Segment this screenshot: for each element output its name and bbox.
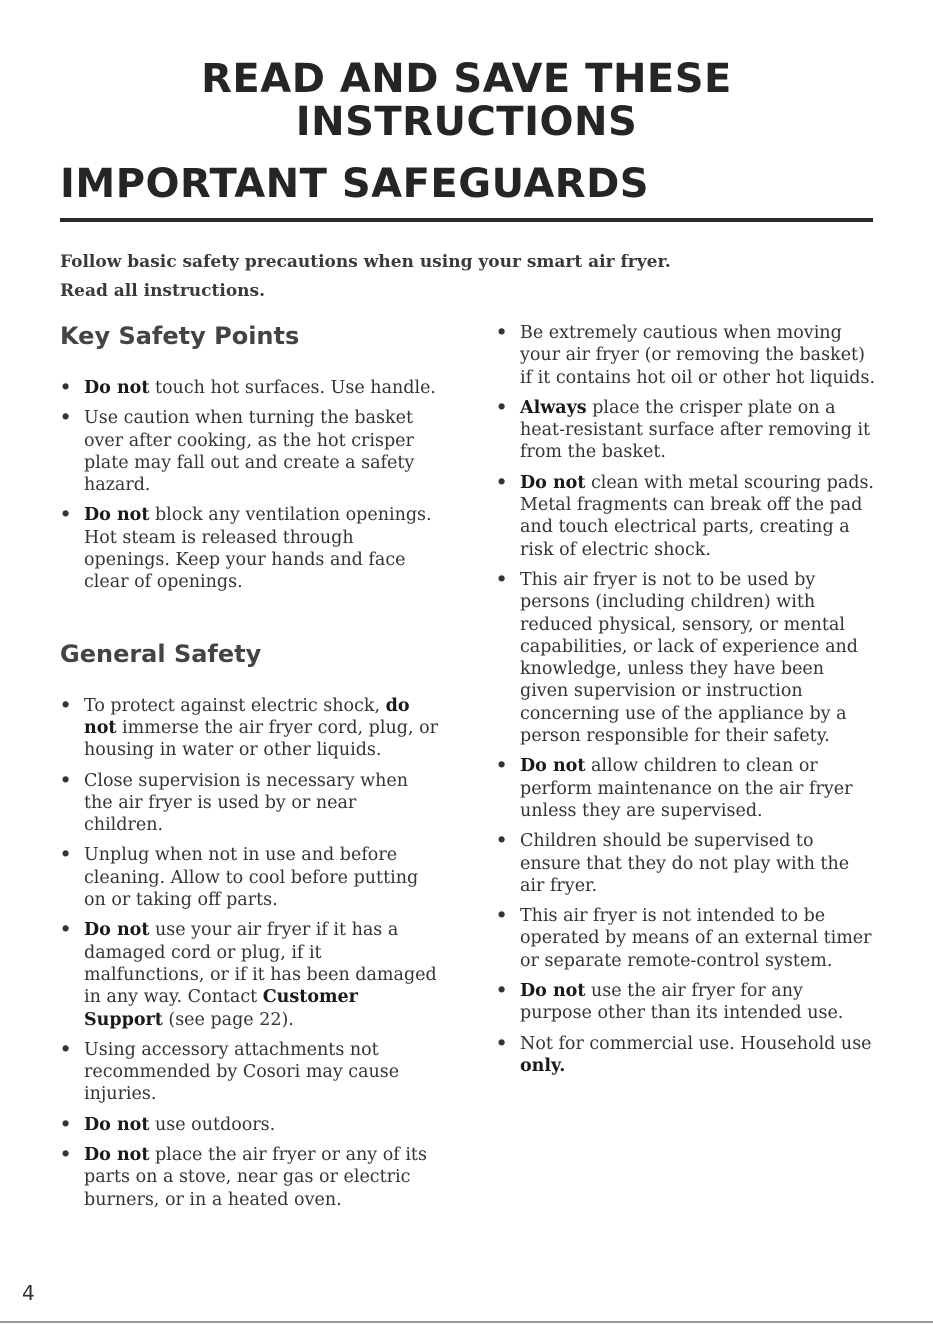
item-bold: Do not: [84, 1114, 150, 1135]
bullet-icon: •: [496, 1033, 508, 1054]
list-item: [60, 1039, 440, 1106]
left-column: [60, 322, 440, 1219]
item-bold: Do not: [84, 1145, 150, 1166]
section-heading-general-safety: General Safety: [60, 639, 262, 668]
intro-line-2: Read all instructions.: [60, 281, 266, 301]
bullet-icon: •: [496, 472, 508, 493]
bullet-icon: •: [496, 397, 508, 418]
intro-line-1: Follow basic safety precautions when using your smart air fryer.: [60, 252, 671, 272]
item-text: use outdoors.: [149, 1114, 276, 1135]
item-text: Children should be supervised to ensure that they do not play with the air fryer.: [520, 831, 850, 896]
list-item: [60, 844, 440, 911]
list-item: [60, 1144, 440, 1211]
item-text: block any ventilation openings. Hot steam is released through openings. Keep your hands and face clear of openings.: [84, 505, 432, 593]
page-number: 4: [22, 1281, 35, 1305]
general-safety-list: [60, 695, 440, 1211]
right-column: [496, 322, 876, 1085]
bullet-icon: •: [496, 981, 508, 1002]
bullet-icon: •: [496, 569, 508, 590]
list-item: [496, 569, 876, 747]
bullet-icon: •: [60, 1039, 72, 1060]
bullet-icon: •: [496, 906, 508, 927]
list-item: [60, 377, 440, 399]
list-item: [496, 905, 876, 972]
bullet-icon: •: [496, 323, 508, 343]
bullet-icon: •: [60, 1145, 72, 1166]
title-divider: [60, 218, 873, 222]
item-text: use your air fryer if it has a damaged cord or plug, if it malfunctions, or if it has been damaged in any way. Contact: [84, 920, 437, 1008]
list-item: [60, 504, 440, 593]
header-banner: [0, 58, 933, 144]
item-bold: Do not: [84, 378, 150, 398]
item-text: place the air fryer or any of its parts on a stove, near gas or electric burners, or in a heated oven.: [84, 1145, 427, 1210]
list-item: [496, 397, 876, 464]
item-bold: Do not: [520, 981, 586, 1002]
list-item: [496, 322, 876, 389]
item-text: Use caution when turning the basket over after cooking, as the hot crisper plate may fall out and create a safety hazard.: [84, 408, 415, 496]
page-bottom-border: [0, 1321, 933, 1323]
bullet-icon: •: [60, 920, 72, 941]
bullet-icon: •: [60, 1114, 72, 1135]
bullet-icon: •: [496, 831, 508, 852]
list-item: [496, 472, 876, 561]
list-item: [60, 1114, 440, 1136]
header-line-2: INSTRUCTIONS: [295, 99, 638, 145]
item-text: clean with metal scouring pads. Metal fragments can break off the pad and touch electrical parts, creating a risk of electric shock.: [520, 472, 874, 560]
page-title: IMPORTANT SAFEGUARDS: [60, 161, 650, 207]
item-bold: Always: [520, 397, 587, 418]
item-text: place the crisper plate on a heat-resistant surface after removing it from the basket.: [520, 397, 871, 463]
item-text: allow children to clean or perform maintenance on the air fryer unless they are supervised.: [520, 756, 853, 821]
list-item: [496, 830, 876, 897]
item-text: Using accessory attachments not recommended by Cosori may cause injuries.: [84, 1039, 400, 1105]
bullet-icon: •: [60, 408, 72, 429]
item-bold-end: only.: [520, 1055, 566, 1076]
list-item: [60, 919, 440, 1030]
item-text: use the air fryer for any purpose other than its intended use.: [520, 981, 844, 1024]
item-bold: do not: [84, 695, 410, 738]
item-text: Not for commercial use. Household use: [520, 1033, 872, 1054]
item-text: This air fryer is not to be used by persons (including children) with reduced physical, sensory, or mental capabilities, or lack of experience and knowledge, unless they have been given supervision or instruction concerning use of the appliance by a person responsible for their safety.: [520, 569, 858, 747]
intro-text: [60, 248, 671, 306]
item-post: (see page 22).: [162, 1009, 294, 1030]
list-item: [60, 770, 440, 837]
item-text: Be extremely cautious when moving your air fryer (or removing the basket) if it contains hot oil or other hot liquids.: [520, 323, 876, 388]
bullet-icon: •: [60, 770, 72, 791]
list-item: [60, 407, 440, 496]
bullet-icon: •: [60, 845, 72, 866]
bullet-icon: •: [60, 695, 72, 716]
item-text: touch hot surfaces. Use handle.: [149, 378, 436, 398]
right-safety-list: [496, 322, 876, 1077]
item-bold: Do not: [84, 505, 150, 526]
section-heading-key-safety: Key Safety Points: [60, 322, 300, 350]
item-text: Close supervision is necessary when the air fryer is used by or near children.: [84, 770, 409, 836]
item-text: immerse the air fryer cord, plug, or housing in water or other liquids.: [84, 717, 438, 761]
bullet-icon: •: [60, 378, 72, 398]
item-pre: To protect against electric shock,: [84, 695, 386, 716]
customer-support-link: Customer Support: [84, 987, 358, 1030]
item-text: This air fryer is not intended to be operated by means of an external timer or separate remote-control system.: [520, 906, 872, 971]
list-item: [496, 1033, 876, 1078]
bullet-icon: •: [60, 505, 72, 526]
list-item: [496, 755, 876, 822]
list-item: [60, 695, 440, 762]
bullet-icon: •: [496, 756, 508, 777]
item-text: Unplug when not in use and before cleaning. Allow to cool before putting on or taking off parts.: [84, 845, 419, 911]
key-safety-list: [60, 377, 440, 594]
header-line-1: READ AND SAVE THESE: [201, 56, 732, 102]
list-item: [496, 980, 876, 1025]
item-bold: Do not: [520, 472, 586, 493]
item-bold: Do not: [84, 920, 150, 941]
item-bold: Do not: [520, 756, 586, 777]
